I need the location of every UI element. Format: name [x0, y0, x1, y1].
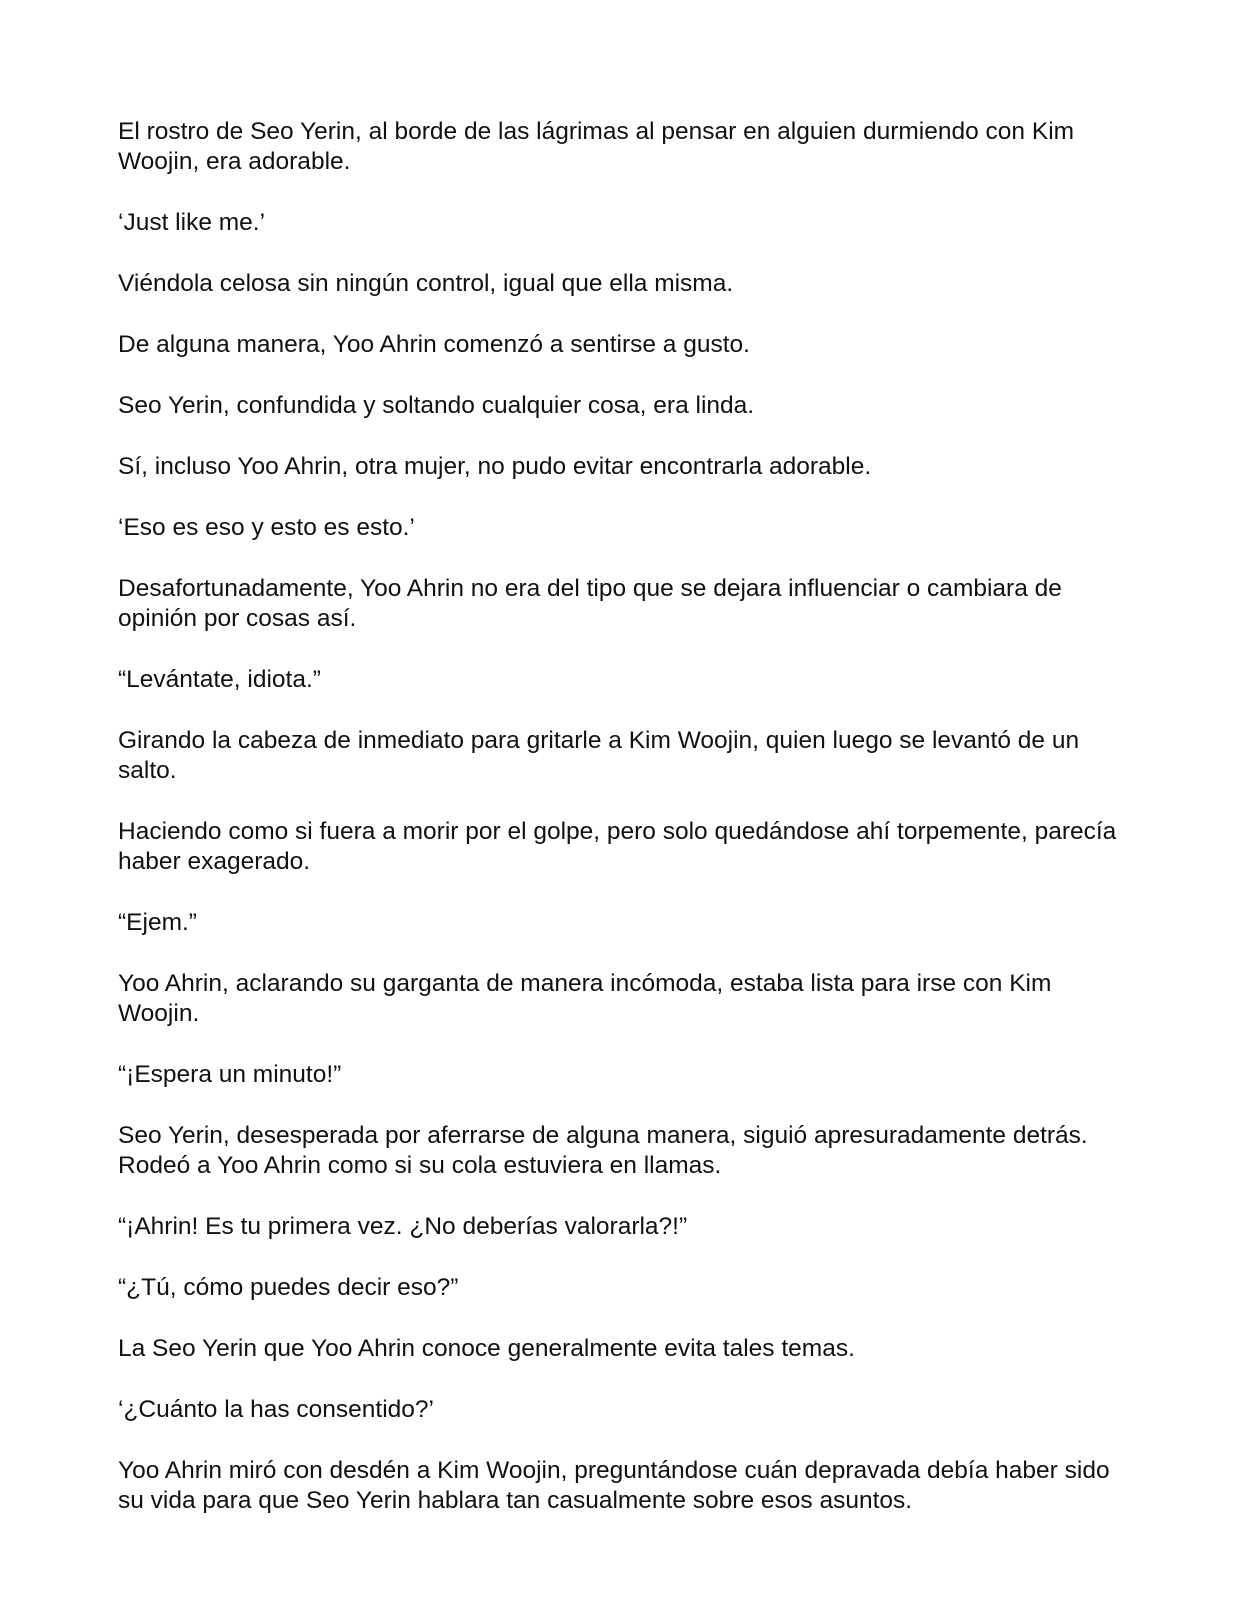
paragraph: Yoo Ahrin, aclarando su garganta de manera incómoda, estaba lista para irse con Kim Woojin. — [118, 970, 1052, 1027]
paragraph: “Ejem.” — [118, 909, 197, 936]
paragraph: Girando la cabeza de inmediato para gritarle a Kim Woojin, quien luego se levantó de un salto. — [118, 727, 1080, 784]
paragraph: “¡Ahrin! Es tu primera vez. ¿No deberías valorarla?!” — [118, 1213, 688, 1240]
paragraph: “Levántate, idiota.” — [118, 666, 321, 693]
paragraph: Yoo Ahrin miró con desdén a Kim Woojin, preguntándose cuán depravada debía haber sido su vida para que Seo Yerin hablara tan casualmente sobre esos asuntos. — [118, 1457, 1110, 1514]
paragraph: ‘Eso es eso y esto es esto.’ — [118, 514, 415, 541]
paragraph: ‘Just like me.’ — [118, 209, 266, 236]
paragraph: Sí, incluso Yoo Ahrin, otra mujer, no pudo evitar encontrarla adorable. — [118, 453, 872, 480]
paragraph: De alguna manera, Yoo Ahrin comenzó a sentirse a gusto. — [118, 331, 750, 358]
paragraph: El rostro de Seo Yerin, al borde de las lágrimas al pensar en alguien durmiendo con Kim Woojin, era adorable. — [118, 118, 1075, 175]
paragraph: ‘¿Cuánto la has consentido?’ — [118, 1396, 434, 1423]
paragraph: Haciendo como si fuera a morir por el golpe, pero solo quedándose ahí torpemente, parecía haber exagerado. — [118, 818, 1117, 875]
paragraph: Desafortunadamente, Yoo Ahrin no era del tipo que se dejara influenciar o cambiara de opinión por cosas así. — [118, 575, 1062, 632]
paragraph: La Seo Yerin que Yoo Ahrin conoce generalmente evita tales temas. — [118, 1335, 855, 1362]
paragraph: Viéndola celosa sin ningún control, igual que ella misma. — [118, 270, 734, 297]
paragraph: Seo Yerin, desesperada por aferrarse de alguna manera, siguió apresuradamente detrás. Rodeó a Yoo Ahrin como si su cola estuviera en llamas. — [118, 1122, 1088, 1179]
paragraph: Seo Yerin, confundida y soltando cualquier cosa, era linda. — [118, 392, 755, 419]
document-body — [118, 117, 1118, 1547]
paragraph: “¿Tú, cómo puedes decir eso?” — [118, 1274, 459, 1301]
paragraph: “¡Espera un minuto!” — [118, 1061, 342, 1088]
